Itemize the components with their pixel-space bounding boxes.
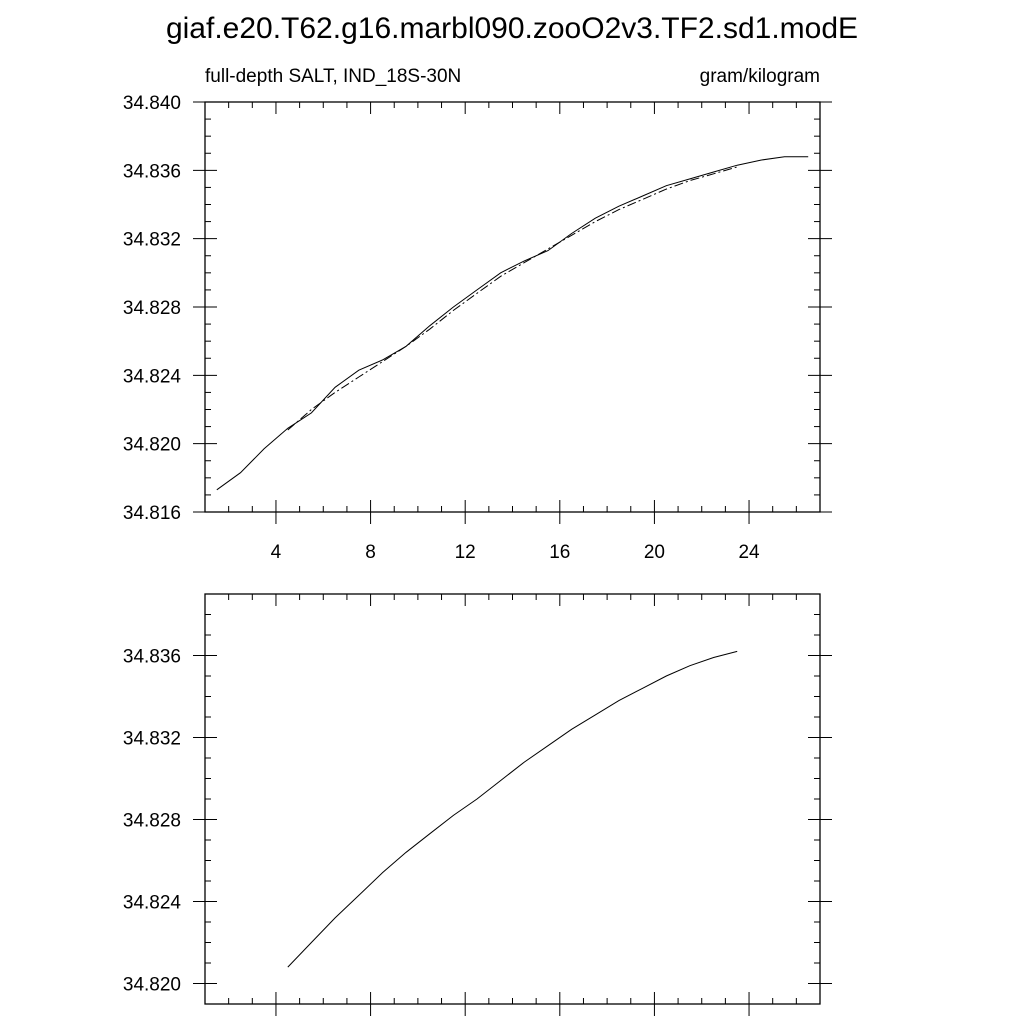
top-right-label: gram/kilogram — [699, 66, 820, 87]
y-tick-label: 34.828 — [122, 298, 181, 319]
top-panel — [123, 66, 832, 563]
x-tick-label: 20 — [643, 542, 665, 563]
y-tick-label: 34.820 — [122, 974, 181, 996]
x-tick-label: 8 — [365, 542, 376, 563]
y-tick-label: 34.820 — [122, 434, 181, 456]
series-line-2 — [288, 167, 737, 430]
plot-frame — [205, 594, 820, 1004]
y-tick-label: 34.840 — [122, 93, 181, 114]
y-tick-label: 34.836 — [122, 646, 181, 668]
y-tick-label: 34.824 — [122, 366, 181, 388]
x-tick-label: 12 — [454, 542, 476, 563]
y-tick-label: 34.832 — [122, 229, 181, 251]
x-tick-label: 4 — [270, 542, 282, 563]
x-tick-label: 16 — [549, 542, 571, 563]
series-line-1 — [288, 651, 737, 967]
y-tick-label: 34.828 — [122, 810, 181, 832]
figure-title: giaf.e20.T62.g16.marbl090.zooO2v3.TF2.sd1.modE — [165, 12, 859, 45]
bottom-panel — [123, 594, 832, 1016]
y-tick-label: 34.816 — [122, 503, 181, 524]
series-line-1 — [217, 157, 808, 490]
top-left-label: full-depth SALT, IND_18S-30N — [205, 66, 462, 87]
y-tick-label: 34.824 — [122, 892, 181, 914]
plot-frame — [205, 102, 820, 512]
y-tick-label: 34.832 — [122, 728, 181, 750]
y-tick-label: 34.836 — [122, 161, 181, 183]
x-tick-label: 24 — [738, 542, 760, 563]
